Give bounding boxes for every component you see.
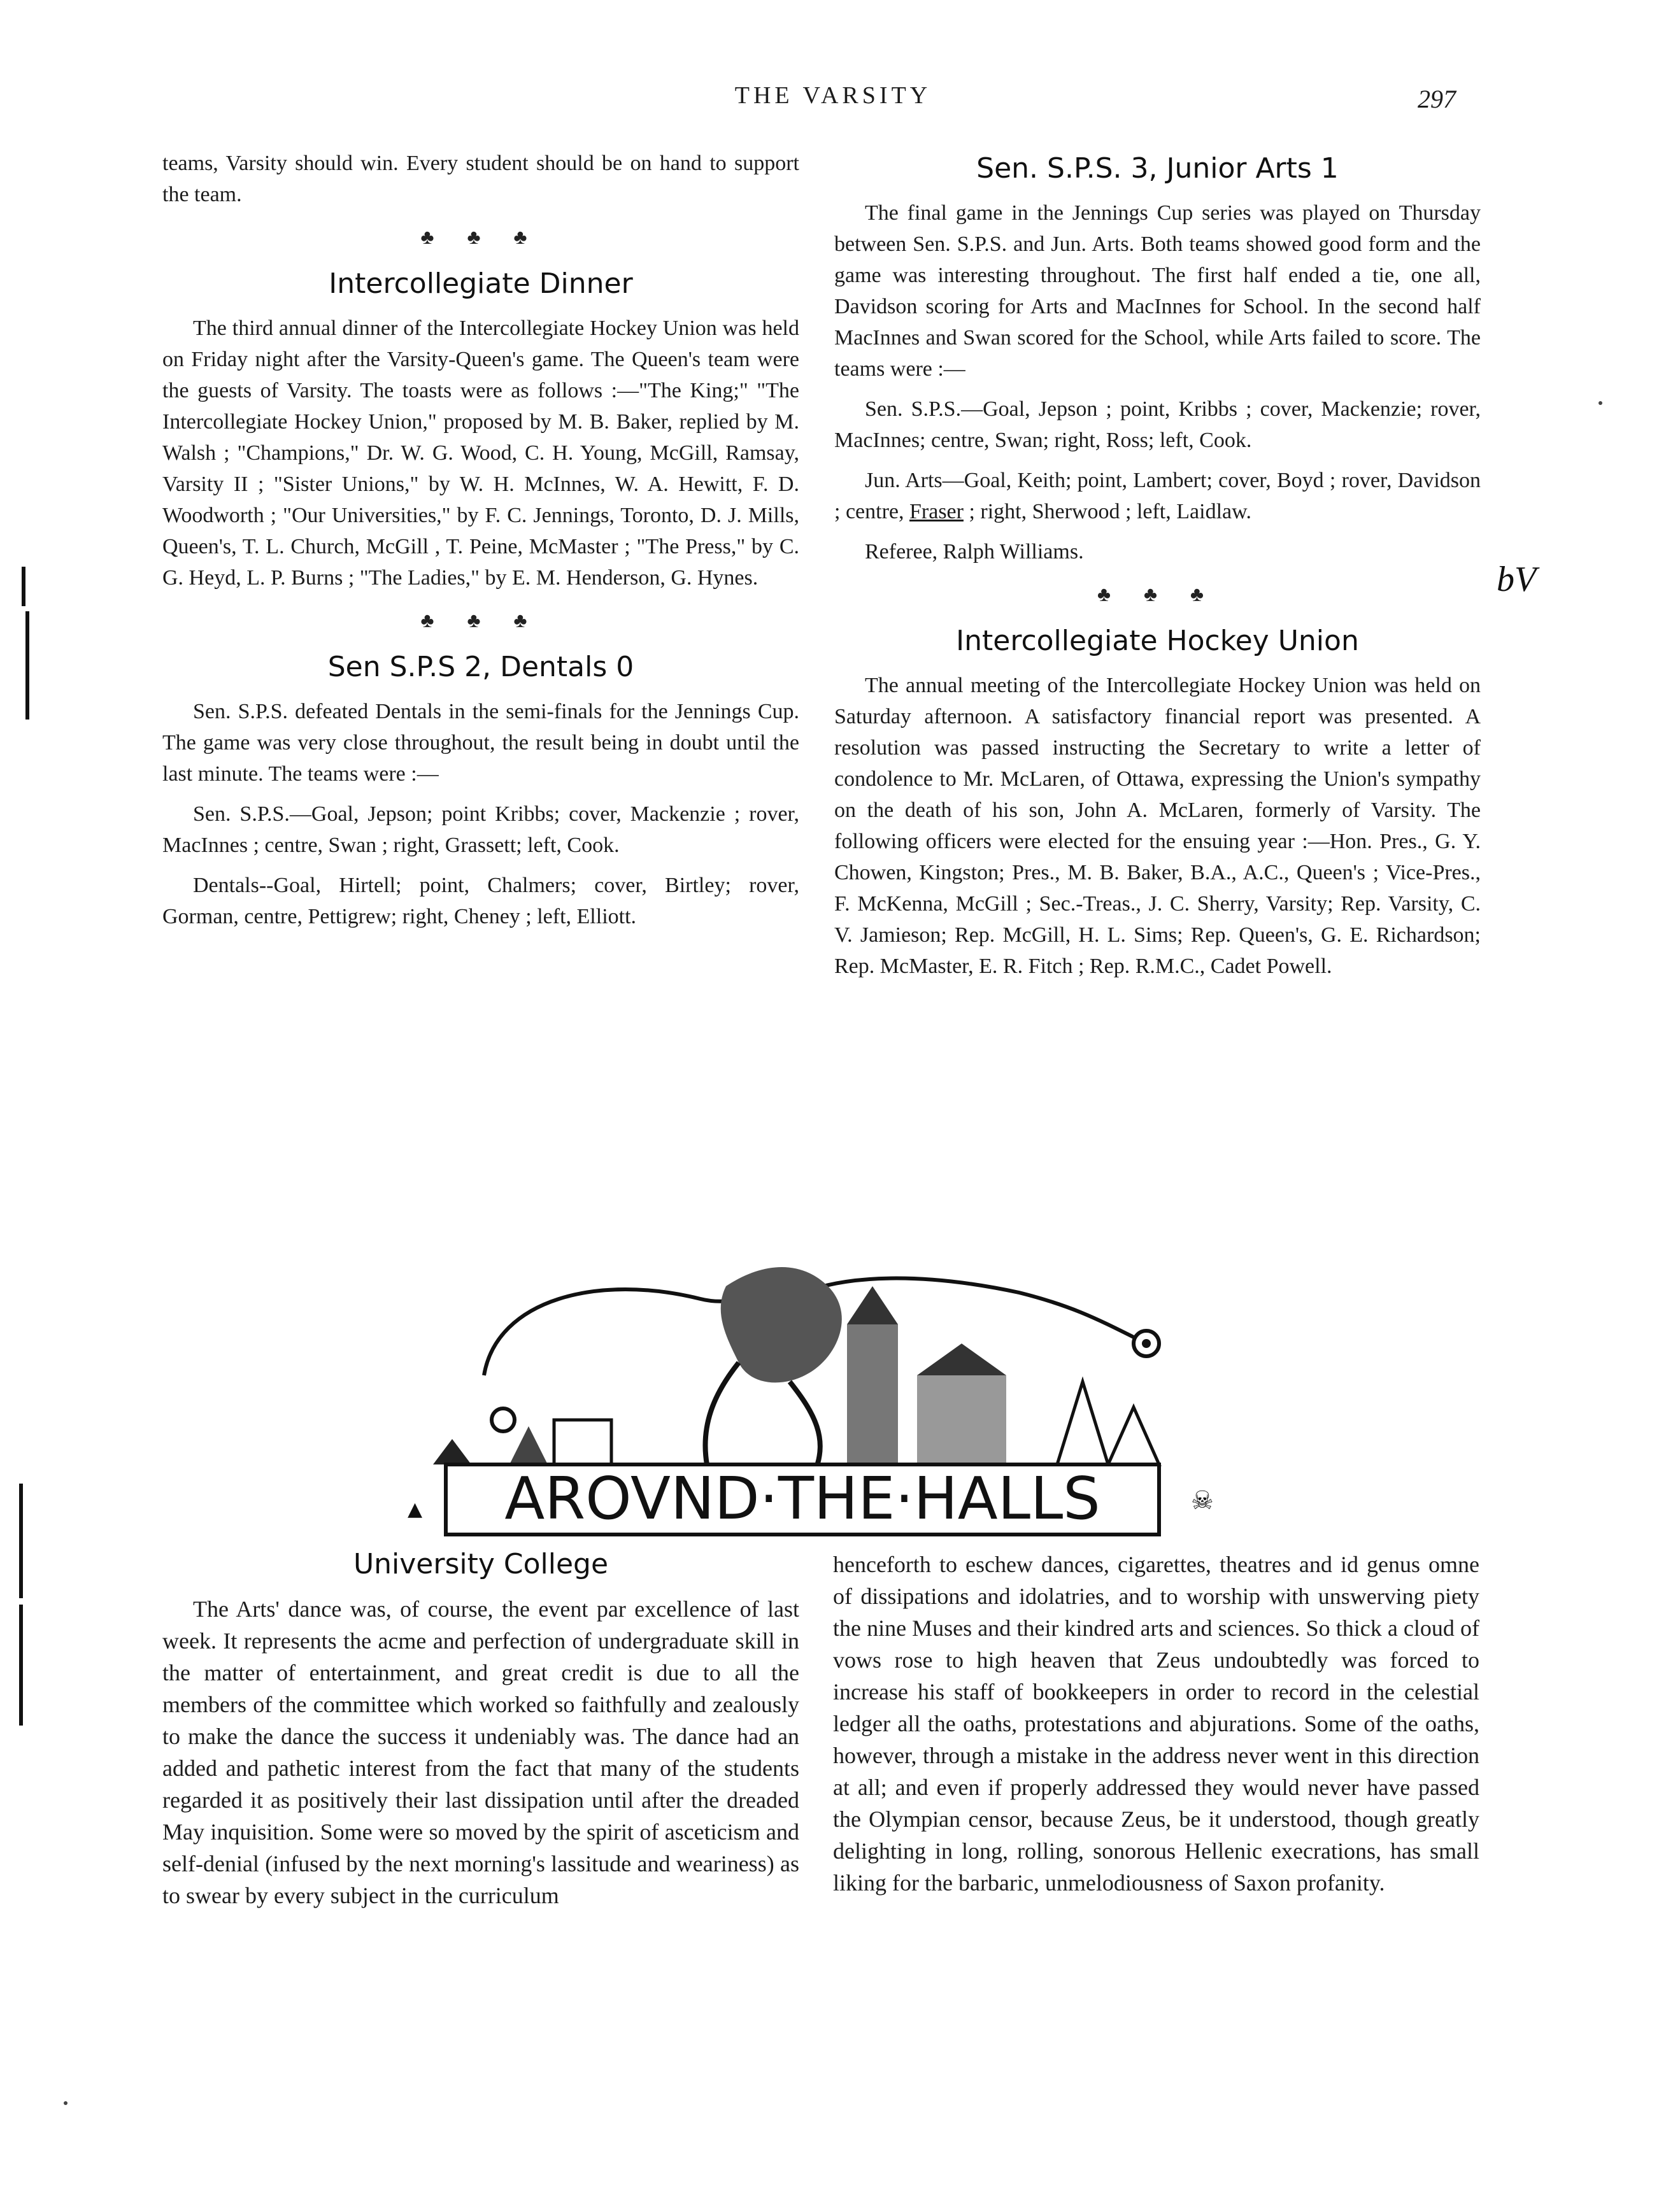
handwritten-annotation: bV xyxy=(1497,560,1537,599)
sps-arts-heading: Sen. S.P.S. 3, Junior Arts 1 xyxy=(976,152,1339,185)
club-ornament: ♣ ♣ ♣ xyxy=(1097,583,1218,606)
svg-text:▲: ▲ xyxy=(408,1498,423,1521)
intro-paragraph: teams, Varsity should win. Every student should be on hand to support the team. xyxy=(162,152,799,206)
sps-dentals-paragraph: Sen. S.P.S. defeated Dentals in the semi-finals for the Jennings Cup. The game was very close throughout, the result being in doubt until the last minute. The teams were :— xyxy=(162,700,799,786)
speck xyxy=(64,2101,68,2105)
margin-mark xyxy=(25,611,29,720)
right-column xyxy=(834,145,1481,991)
margin-mark xyxy=(19,1605,23,1726)
hockey-union-heading: Intercollegiate Hockey Union xyxy=(956,625,1359,657)
arts-lineup-text-end: ; right, Sherwood ; left, Laidlaw. xyxy=(963,500,1251,523)
sps-lineup-paragraph: Sen. S.P.S.—Goal, Jepson; point Kribbs; cover, Mackenzie ; rover, MacInnes ; centre, Swan ; right, Grassett; left, Cook. xyxy=(162,802,799,857)
university-college-heading: University College xyxy=(353,1548,609,1580)
margin-mark xyxy=(22,567,25,606)
underlined-name: Fraser xyxy=(909,500,964,523)
university-college-continued: henceforth to eschew dances, cigarettes, theatres and id genus omne of dissipations and idolatries, and to worship with unswerving piety the nine Muses and their kindred arts and sciences. So thick a cloud of vows rose to high heaven that Zeus undoubtedly was forced to increase his staff of bookkeepers in order to record in the celestial ledger all the oaths, protestations and abjurations. Some of the oaths, however, through a mistake in the address never went in this direction at all; and even if properly addressed they would never have passed the Olympian censor, because Zeus, be it understood, though greatly delighting in long, rolling, sonorous Hellenic execrations, has small liking for the barbaric, unmelodiousness of Saxon profanity. xyxy=(833,1552,1479,1896)
banner-illustration xyxy=(408,1248,1248,1541)
dinner-paragraph: The third annual dinner of the Intercollegiate Hockey Union was held on Friday night after the Varsity-Queen's game. The Queen's team were the guests of Varsity. The toasts were as follows :—"The King;" "The Intercollegiate Hockey Union," proposed by M. B. Baker, replied by M. Walsh ; "Champions," Dr. W. G. Wood, C. H. Young, McGill, Ramsay, Varsity II ; "Sister Unions," by W. H. McInnes, W. A. Hewitt, F. D. Woodworth ; "Our Universities," by F. C. Jennings, Toronto, D. J. Mills, Queen's, T. L. Church, McGill , T. Peine, McMaster ; "The Press," by C. G. Heyd, L. P. Burns ; "The Ladies," by E. M. Henderson, G. Hynes. xyxy=(162,316,799,590)
bottom-right-column xyxy=(833,1549,1479,1908)
dentals-lineup-paragraph: Dentals--Goal, Hirtell; point, Chalmers; cover, Birtley; rover, Gorman, centre, Pettigrew; right, Cheney ; left, Elliott. xyxy=(162,874,799,928)
banner-title: AROVND·THE·HALLS xyxy=(504,1464,1100,1533)
arts-lineup-text: Jun. Arts—Goal, Keith; point, Lambert; cover, Boyd ; rover, Davidson ; centre, xyxy=(834,469,1481,523)
running-head: THE VARSITY xyxy=(734,82,932,109)
sps-dentals-heading: Sen S.P.S 2, Dentals 0 xyxy=(327,651,634,683)
club-ornament: ♣ ♣ ♣ xyxy=(420,609,541,632)
bottom-left-column xyxy=(162,1547,799,1920)
page-number: 297 xyxy=(1418,85,1456,113)
club-ornament: ♣ ♣ ♣ xyxy=(420,225,541,248)
hockey-union-paragraph: The annual meeting of the Intercollegiate Hockey Union was held on Saturday afternoon. A satisfactory financial report was presented. A resolution was passed instructing the Secretary to write a letter of condolence to Mr. McLaren, of Ottawa, expressing the Union's sympathy on the death of his son, John A. McLaren, formerly of Varsity. The following officers were elected for the ensuing year :—Hon. Pres., G. Y. Chowen, Kingston; Pres., M. B. Baker, B.A., A.C., Queen's ; Vice-Pres., F. McKenna, McGill ; Sec.-Treas., J. C. Sherry, Varsity; Rep. Varsity, C. V. Jamieson; Rep. McGill, H. L. Sims; Rep. Queen's, G. E. Richardson; Rep. McMaster, E. R. Fitch ; Rep. R.M.C., Cadet Powell. xyxy=(834,674,1481,978)
around-the-halls-banner xyxy=(408,1248,1248,1541)
dinner-heading: Intercollegiate Dinner xyxy=(329,267,633,300)
left-column xyxy=(162,148,799,941)
sps-arts-paragraph: The final game in the Jennings Cup series was played on Thursday between Sen. S.P.S. and Jun. Arts. Both teams showed good form and the game was interesting throughout. The first half ended a tie, one all, Davidson scoring for Arts and MacInnes for School. In the second half MacInnes and Swan scored for the School, while Arts failed to score. The teams were :— xyxy=(834,201,1481,381)
svg-text:☠: ☠ xyxy=(1191,1486,1214,1515)
speck xyxy=(1598,401,1602,405)
margin-mark xyxy=(19,1484,23,1598)
referee-paragraph: Referee, Ralph Williams. xyxy=(865,540,1084,564)
arts-lineup-paragraph xyxy=(834,465,1481,527)
university-college-paragraph: The Arts' dance was, of course, the event par excellence of last week. It represents the acme and perfection of undergraduate skill in the matter of entertainment, and great credit is due to all the members of the committee which worked so faithfully and zealously to make the dance the success it undeniably was. The dance had an added and pathetic interest from the fact that many of the students regarded it as positively their last dissipation until after the dreaded May inquisition. Some were so moved by the spirit of asceticism and self-denial (infused by the next morning's lassitude and weariness) as to swear by every subject in the curriculum xyxy=(162,1596,799,1908)
sps-lineup-paragraph: Sen. S.P.S.—Goal, Jepson ; point, Kribbs ; cover, Mackenzie; rover, MacInnes; centre, Swan; right, Ross; left, Cook. xyxy=(834,397,1481,452)
